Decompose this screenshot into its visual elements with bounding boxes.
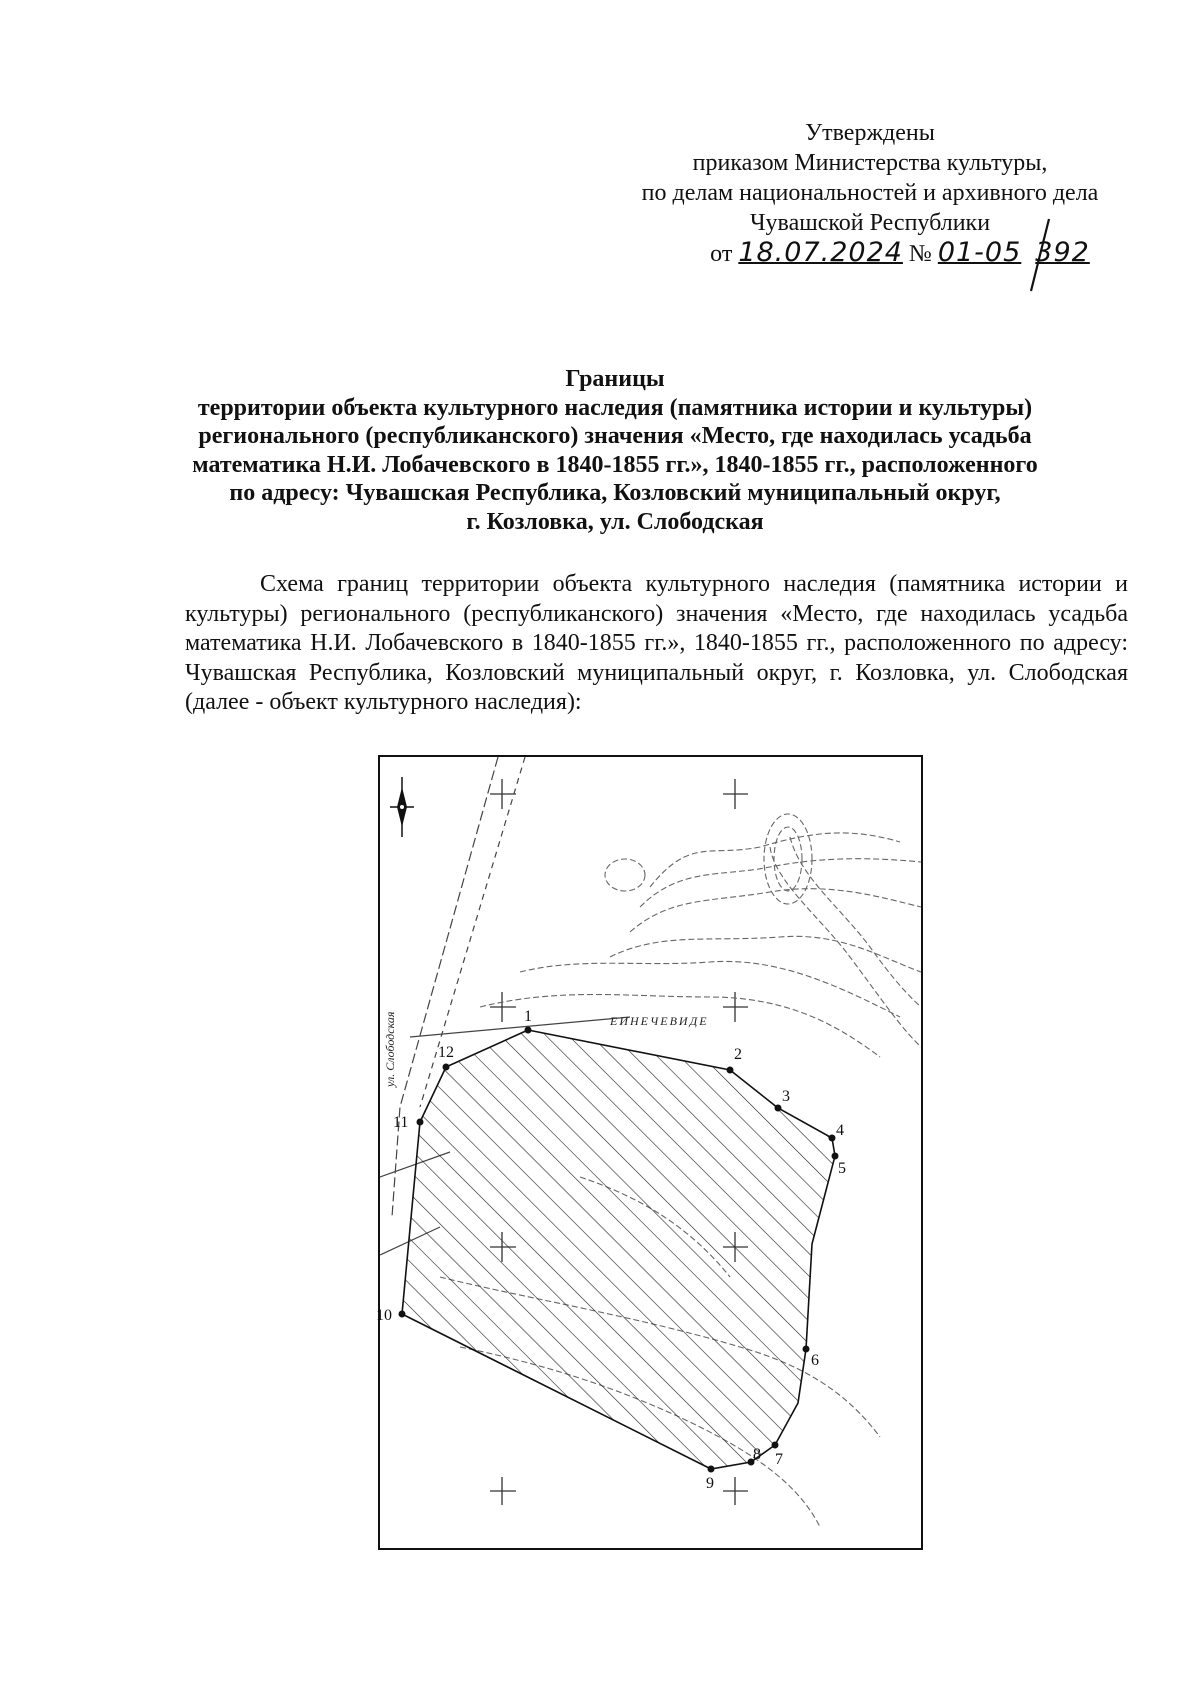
boundary-scheme-map	[378, 755, 923, 1550]
point-label-7: 7	[775, 1451, 783, 1468]
boundary-point-7	[772, 1442, 784, 1469]
approval-date-number-line	[600, 238, 1140, 269]
handwritten-number-part-b: 392	[1035, 237, 1090, 268]
handwritten-slash	[1025, 215, 1055, 295]
title-line-6: г. Козловка, ул. Слободская	[466, 508, 764, 535]
point-label-11: 11	[393, 1114, 409, 1131]
number-prefix: №	[908, 241, 932, 267]
point-label-3: 3	[782, 1088, 790, 1105]
point-label-2: 2	[734, 1046, 742, 1063]
document-title	[170, 365, 1060, 536]
boundary-point-3	[775, 1088, 791, 1112]
scheme-description: Схема границ территории объекта культурного наследия (памятника истории и культуры) регионального (республиканского) значения «Место, где находилась усадьба математика Н.И. Лобачевского в 1840-1855 гг.», 1840-1855 гг., расположенного по адресу: Чувашская Республика, Козловский муниципальный округ, г. Козловка, ул. Слободская (далее - объект культурного наследия):	[185, 571, 1128, 715]
point-label-1: 1	[524, 1008, 532, 1025]
faded-map-label: ЕИНЕЧЕВИДЕ	[610, 1014, 709, 1028]
title-line-2: территории объекта культурного наследия (памятника истории и культуры)	[197, 394, 1033, 421]
approval-line-approved: Утверждены	[805, 120, 935, 146]
title-line-1: Границы	[565, 366, 665, 392]
approval-line-ministry: по делам национальностей и архивного дела	[641, 180, 1099, 206]
handwritten-date: 18.07.2024	[738, 237, 903, 268]
boundary-point-1	[524, 1008, 532, 1034]
point-label-5: 5	[838, 1160, 846, 1177]
approval-block	[600, 118, 1140, 269]
boundary-point-2	[727, 1046, 743, 1074]
heritage-territory-polygon	[402, 1030, 835, 1469]
title-line-5: по адресу: Чувашская Республика, Козловский муниципальный округ,	[229, 480, 1001, 506]
approval-line-republic: Чувашской Республики	[749, 210, 991, 236]
boundary-point-10	[376, 1307, 406, 1324]
map-canvas	[376, 757, 921, 1548]
street-label-slobodskaya: ул. Слободская	[383, 1011, 397, 1087]
boundary-point-5	[832, 1153, 847, 1178]
approval-line-order: приказом Министерства культуры,	[692, 150, 1048, 176]
point-label-8: 8	[753, 1446, 761, 1463]
point-label-4: 4	[836, 1122, 844, 1139]
boundary-point-4	[829, 1122, 845, 1142]
point-label-9: 9	[706, 1475, 714, 1492]
title-line-4: математика Н.И. Лобачевского в 1840-1855 гг.», 1840-1855 гг., расположенного	[192, 451, 1038, 478]
from-prefix: от	[710, 241, 733, 267]
point-label-12: 12	[438, 1044, 454, 1061]
north-arrow-icon	[390, 777, 414, 837]
point-label-10: 10	[376, 1307, 392, 1324]
point-label-6: 6	[811, 1352, 819, 1369]
title-line-3: регионального (республиканского) значения «Место, где находилась усадьба	[198, 423, 1032, 449]
handwritten-number-part-a: 01-05	[937, 237, 1022, 268]
boundary-point-9	[706, 1466, 715, 1493]
